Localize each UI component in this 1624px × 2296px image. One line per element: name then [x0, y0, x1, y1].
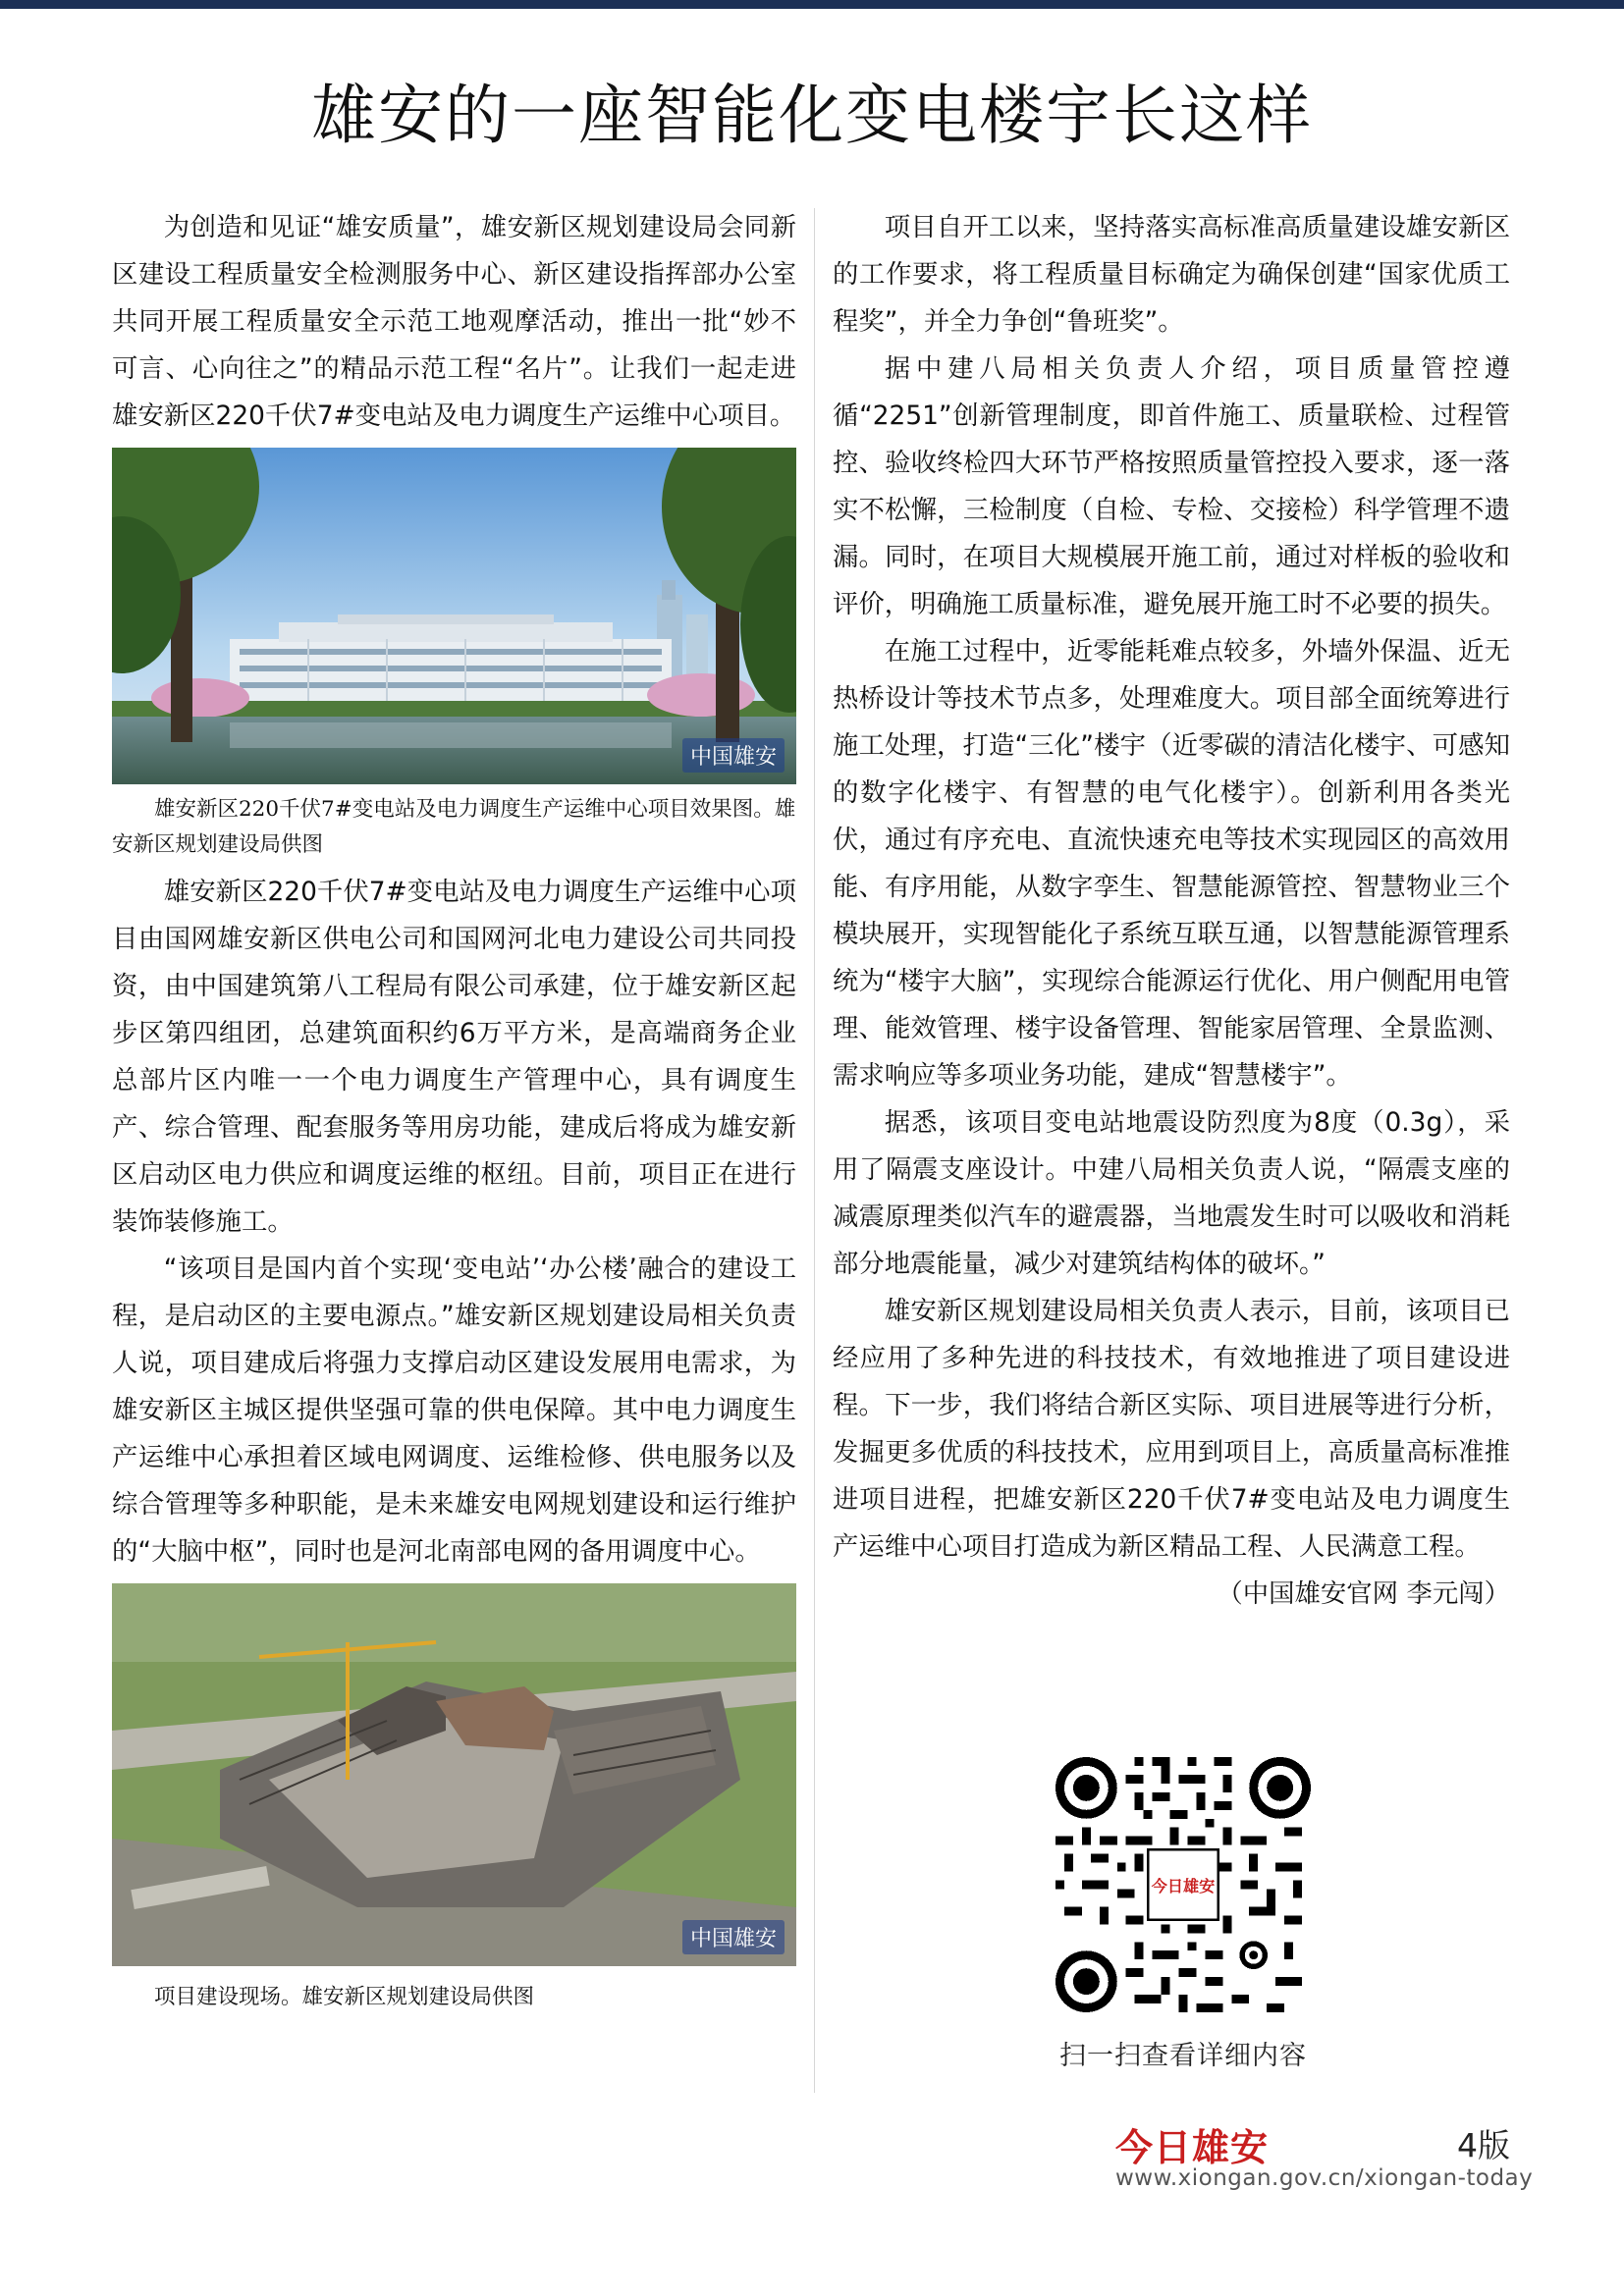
left-paragraph-2: 雄安新区220千伏7#变电站及电力调度生产运维中心项目由国网雄安新区供电公司和国网河北电力建设公司共同投资，由中国建筑第八工程局有限公司承建，位于雄安新区起步区第四组团，总建筑面积约6万平方米，是高端商务企业总部片区内唯一一个电力调度生产管理中心，具有调度生产、综合管理、配套服务等用房功能，建成后将成为雄安新区启动区电力供应和调度运维的枢纽。目前，项目正在进行装饰装修施工。	[112, 877, 796, 1237]
right-paragraph-1: 项目自开工以来，坚持落实高标准高质量建设雄安新区的工作要求，将工程质量目标确定为确保创建“国家优质工程奖”，并全力争创“鲁班奖”。	[833, 212, 1510, 337]
rendering-image	[112, 448, 796, 784]
right-paragraph-5-text: 雄安新区规划建设局相关负责人表示，目前，该项目已经应用了多种先进的科技技术，有效地推进了项目建设进程。下一步，我们将结合新区实际、项目进展等进行分析，发掘更多优质的科技技术，应用到项目上，高质量高标准推进项目进程，把雄安新区220千伏7#变电站及电力调度生产运维中心项目打造成为新区精品工程、人民满意工程。	[833, 1296, 1510, 1562]
construction-photo	[112, 1583, 796, 1966]
qr-block	[1056, 1757, 1311, 2072]
footer-logo: 今日雄安	[1115, 2125, 1270, 2169]
page-number: 4版	[1457, 2126, 1510, 2164]
photo-watermark: 中国雄安	[682, 738, 785, 773]
left-paragraph-3: “该项目是国内首个实现‘变电站’‘办公楼’融合的建设工程，是启动区的主要电源点。”雄安新区规划建设局相关负责人说，项目建成后将强力支撑启动区建设发展用电需求，为雄安新区主城区提供坚强可靠的供电保障。其中电力调度生产运维中心承担着区域电网调度、运维检修、供电服务以及综合管理等多种职能，是未来雄安电网规划建设和运行维护的“大脑中枢”，同时也是河北南部电网的备用调度中心。	[112, 1254, 796, 1567]
qr-code-icon[interactable]	[1056, 1757, 1311, 2012]
qr-caption: 扫一扫查看详细内容	[1059, 2041, 1307, 2071]
footer-url[interactable]: www.xiongan.gov.cn/xiongan-today	[1115, 2165, 1534, 2191]
article-signature: （中国雄安官网 李元闯）	[1217, 1578, 1510, 1609]
top-bar	[0, 0, 1624, 9]
construction-caption: 项目建设现场。雄安新区规划建设局供图	[154, 1985, 535, 2009]
right-paragraph-4: 据悉，该项目变电站地震设防烈度为8度（0.3g），采用了隔震支座设计。中建八局相关负责人说，“隔震支座的减震原理类似汽车的避震器，当地震发生时可以吸收和消耗部分地震能量，减少对建筑结构体的破坏。”	[833, 1107, 1510, 1279]
right-paragraph-5	[833, 1288, 1510, 1609]
right-paragraph-2: 据中建八局相关负责人介绍，项目质量管控遵循“2251”创新管理制度，即首件施工、质量联检、过程管控、验收终检四大环节严格按照质量管控投入要求，逐一落实不松懈，三检制度（自检、专检、交接检）科学管理不遗漏。同时，在项目大规模展开施工前，通过对样板的验收和评价，明确施工质量标准，避免展开施工时不必要的损失。	[833, 353, 1510, 619]
left-paragraph-1: 为创造和见证“雄安质量”，雄安新区规划建设局会同新区建设工程质量安全检测服务中心、新区建设指挥部办公室共同开展工程质量安全示范工地观摩活动，推出一批“妙不可言、心向往之”的精品示范工程“名片”。让我们一起走进雄安新区220千伏7#变电站及电力调度生产运维中心项目。	[112, 212, 796, 431]
left-column	[112, 204, 796, 2021]
right-column	[833, 204, 1510, 1618]
column-divider	[814, 208, 815, 2093]
photo-watermark-2: 中国雄安	[682, 1920, 785, 1954]
right-paragraph-3: 在施工过程中，近零能耗难点较多，外墙外保温、近无热桥设计等技术节点多，处理难度大。项目部全面统筹进行施工处理，打造“三化”楼宇（近零碳的清洁化楼宇、可感知的数字化楼宇、有智慧的电气化楼宇）。创新利用各类光伏，通过有序充电、直流快速充电等技术实现园区的高效用能、有序用能，从数字孪生、智慧能源管控、智慧物业三个模块展开，实现智能化子系统互联互通，以智慧能源管理系统为“楼宇大脑”，实现综合能源运行优化、用户侧配用电管理、能效管理、楼宇设备管理、智能家居管理、全景监测、需求响应等多项业务功能，建成“智慧楼宇”。	[833, 636, 1510, 1091]
rendering-caption: 雄安新区220千伏7#变电站及电力调度生产运维中心项目效果图。雄安新区规划建设局供图	[112, 797, 796, 857]
construction-image	[112, 1583, 796, 1966]
rendering-photo	[112, 448, 796, 784]
qr-center-label: 今日雄安	[1151, 1877, 1216, 1896]
page-title: 雄安的一座智能化变电楼宇长这样	[311, 78, 1313, 153]
